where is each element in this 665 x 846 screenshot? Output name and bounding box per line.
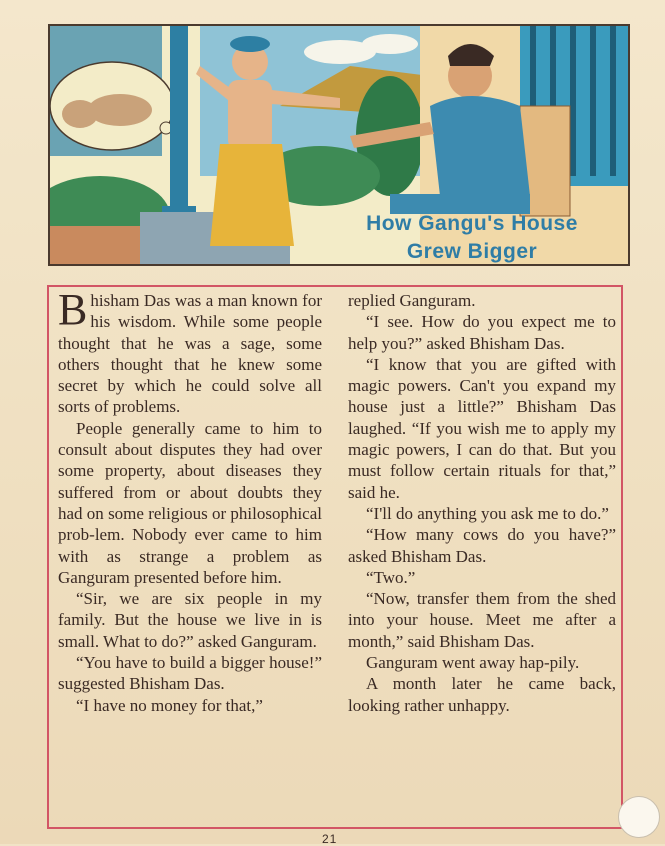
title-line-1: How Gangu's House <box>366 212 578 235</box>
paragraph: “I'll do anything you ask me to do.” <box>366 503 609 523</box>
paragraph: “Sir, we are six people in my family. But the house we live in is small. What to do?” asked Ganguram. <box>58 589 322 651</box>
paragraph: “I know that you are gifted with magic powers. Can't you expand my house just a little?” Bhisham Das laughed. “If you wish me to apply my magic powers, I can do that. But you must follow certain rituals for that,” said he. <box>348 354 616 502</box>
text-column-right <box>348 290 616 716</box>
paragraph: “Two.” <box>366 567 416 587</box>
paragraph: replied Ganguram. <box>348 291 476 310</box>
paragraph: “You have to build a bigger house!” suggested Bhisham Das. <box>58 653 322 694</box>
paragraph: “Now, transfer them from the shed into your house. Meet me after a month,” said Bhisham Das. <box>348 589 616 651</box>
story-title <box>332 210 612 266</box>
title-line-2: Grew Bigger <box>406 240 538 263</box>
paragraph: Ganguram went away hap-pily. <box>366 653 580 673</box>
drop-cap: B <box>58 285 88 334</box>
paragraph: A month later he came back, looking rather unhappy. <box>348 674 616 715</box>
paragraph: “How many cows do you have?” asked Bhisham Das. <box>348 525 616 566</box>
page-number: 21 <box>322 832 338 846</box>
paragraph: Bhisham Das was a man known for his wisdom. While some people thought that he was a sage, some others thought that he knew some secret by which he could solve all sorts of problems. <box>58 285 322 417</box>
paragraph: “I have no money for that,” <box>76 695 263 715</box>
paragraph: “I see. How do you expect me to help you?” asked Bhisham Das. <box>348 312 616 353</box>
story-illustration <box>48 24 630 266</box>
text-column-left <box>58 285 322 716</box>
stamp-icon <box>618 796 660 838</box>
paragraph: People generally came to him to consult about disputes they had over some property, about diseases they suffered from or about doubts they had on some religious or philosophical prob-lem. Nobody ever came to him with as strange a problem as Ganguram presented before him. <box>58 418 322 587</box>
